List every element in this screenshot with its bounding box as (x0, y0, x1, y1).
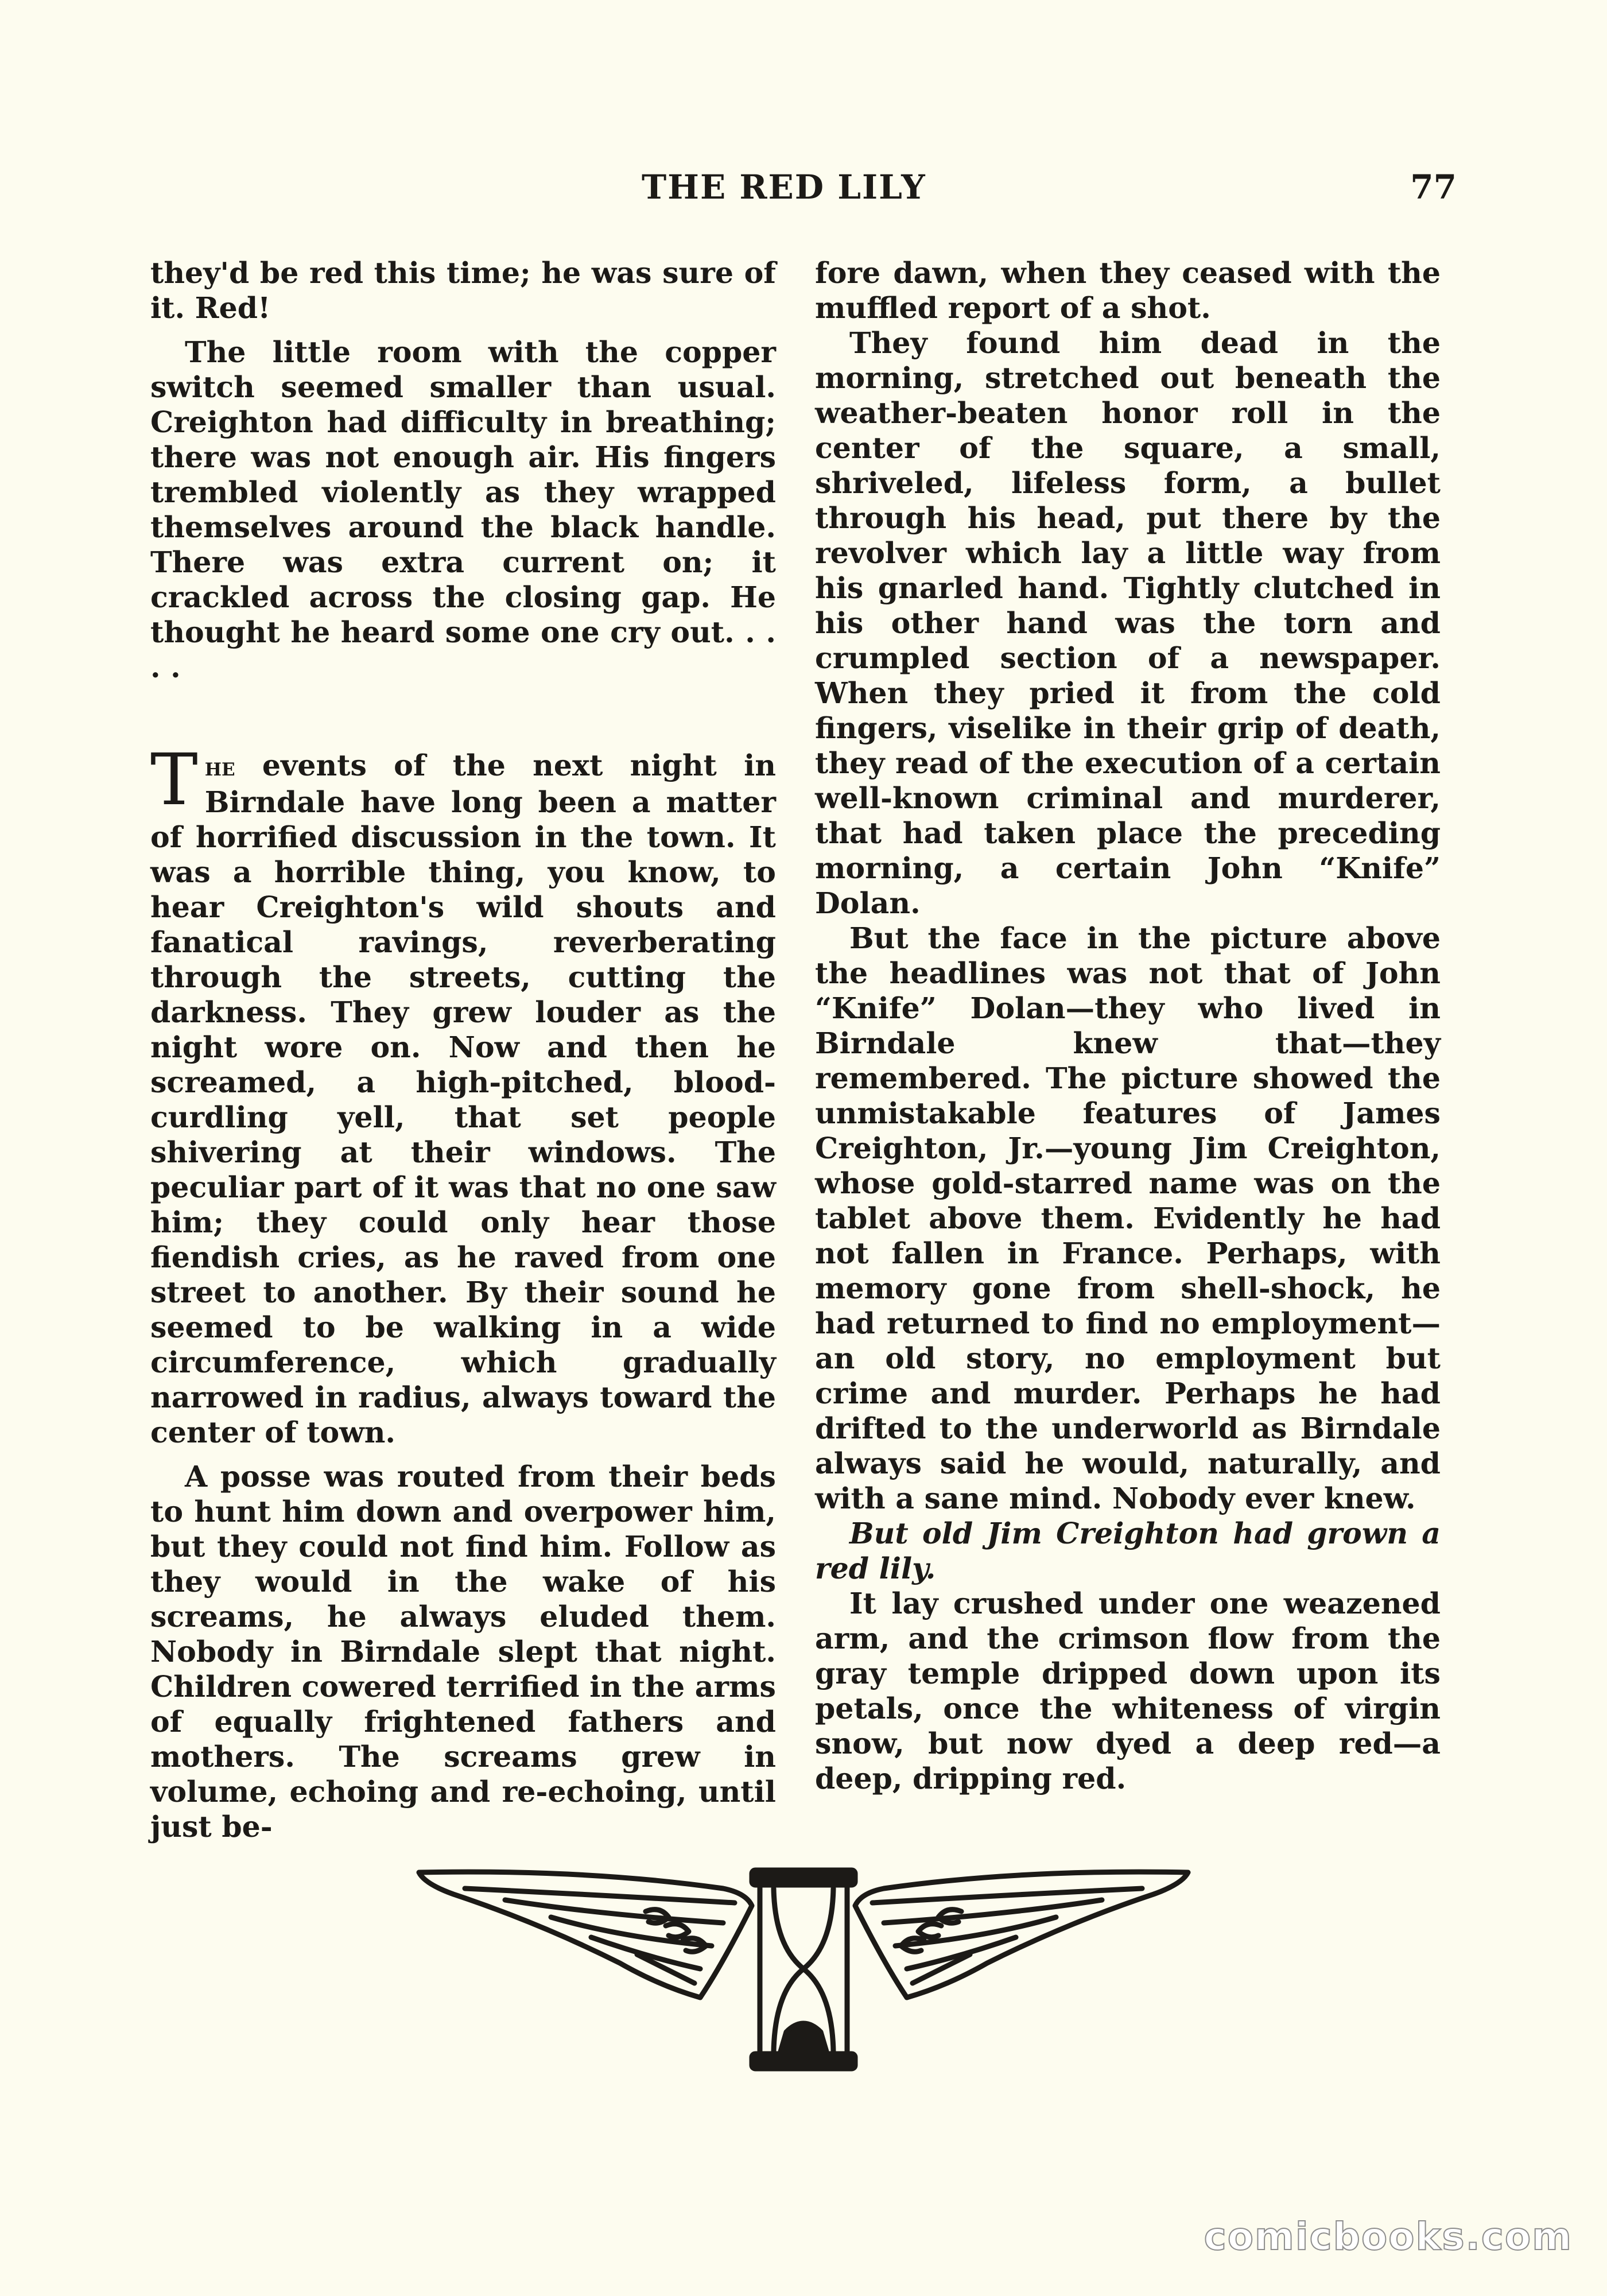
paragraph: They found him dead in the morning, stretched out beneath the weather-beaten honor roll in the center of the square, a small, shriveled, lifeless form, a bullet through his head, put there by the revolver which lay a little way from his gnarled hand. Tightly clutched in his other hand was the torn and crumpled section of a newspaper. When they pried it from the cold fingers, viselike in their grip of death, they read of the execution of a certain well-known criminal and murderer, that had taken place the preceding morning, a certain John “Knife” Dolan. (815, 326, 1441, 920)
section-opening-paragraph (150, 739, 776, 1450)
drop-cap: T (150, 739, 198, 821)
paragraph: It lay crushed under one weazened arm, and the crimson flow from the gray temple dripped down upon its petals, once the whiteness of virgin snow, but now dyed a deep red—a deep, dripping red. (815, 1587, 1441, 1795)
page-number: 77 (1410, 168, 1457, 207)
page-header (148, 168, 1457, 219)
paragraph: The little room with the copper switch seemed smaller than usual. Creighton had difficulty in breathing; there was not enough air. His fingers trembled violently as they wrapped themselves around the black handle. There was extra current on; it crackled across the closing gap. He thought he heard some one cry out. . . . . (150, 335, 776, 684)
paragraph: But the face in the picture above the headlines was not that of John “Knife” Dolan—they who lived in Birndale knew that—they remembered. The picture showed the unmistakable features of James Creighton, Jr.—young Jim Creighton, whose gold-starred name was on the tablet above them. Evidently he had not fallen in France. Perhaps, with memory gone from shell-shock, he had returned to find no employment—an old story, no employment but crime and murder. Perhaps he had drifted to the underworld as Birndale always said he would, naturally, and with a sane mind. Nobody ever knew. (815, 921, 1441, 1515)
paragraph: fore dawn, when they ceased with the muffled report of a shot. (815, 256, 1441, 325)
right-column (815, 255, 1441, 1796)
watermark: comicbooks.com (1204, 2214, 1573, 2259)
small-caps-lead: he (204, 753, 235, 782)
winged-hourglass-icon (413, 1860, 1194, 2078)
left-column (150, 255, 776, 1844)
paragraph-text: events of the next night in Birndale have long been a matter of horrified discussion in the town. It was a horrible thing, you know, to hear Creighton's wild shouts and fanatical ravings, reverberating through the streets, cutting the darkness. They grew louder as the night wore on. Now and then he screamed, a high-pitched, blood-curdling yell, that set people shivering at their windows. The peculiar part of it was that no one saw him; they could only hear those fiendish cries, as he raved from one street to another. By their sound he seemed to be walking in a wide circumference, which gradually narrowed in radius, always toward the center of town. (150, 748, 776, 1449)
italic-paragraph: But old Jim Creighton had grown a red lily. (815, 1517, 1441, 1585)
running-title: THE RED LILY (642, 168, 926, 207)
paragraph: A posse was routed from their beds to hunt him down and overpower him, but they could not find him. Follow as they would in the wake of his screams, he always eluded them. Nobody in Birndale slept that night. Children cowered terrified in the arms of equally frightened fathers and mothers. The screams grew in volume, echoing and re-echoing, until just be- (150, 1460, 776, 1844)
paragraph: they'd be red this time; he was sure of it. Red! (150, 256, 776, 325)
